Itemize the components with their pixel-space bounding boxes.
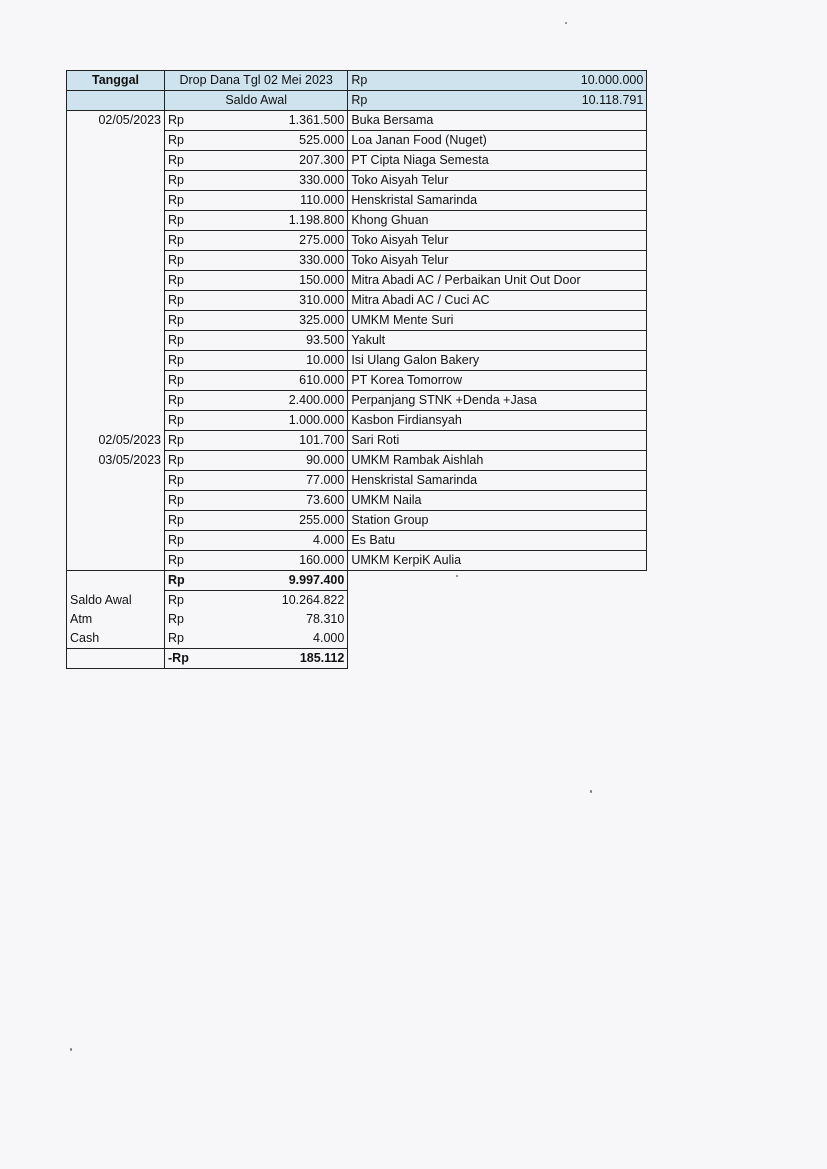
row-date (67, 371, 165, 391)
row-description: Henskristal Samarinda (348, 191, 647, 211)
row-description: Mitra Abadi AC / Cuci AC (348, 291, 647, 311)
saldo-awal-label: Saldo Awal (165, 91, 348, 111)
row-currency: Rp (165, 391, 192, 411)
difference-currency: -Rp (165, 649, 192, 669)
saldo-awal-summary-amount: 10.264.822 (192, 591, 348, 611)
table-row (67, 511, 647, 531)
row-description: UMKM Rambak Aishlah (348, 451, 647, 471)
row-currency: Rp (165, 231, 192, 251)
atm-amount: 78.310 (192, 610, 348, 629)
row-description: UMKM Mente Suri (348, 311, 647, 331)
row-description: PT Cipta Niaga Semesta (348, 151, 647, 171)
table-row (67, 291, 647, 311)
table-row (67, 351, 647, 371)
row-description: Es Batu (348, 531, 647, 551)
saldo-awal-summary-row (67, 591, 647, 611)
row-currency: Rp (165, 311, 192, 331)
row-amount: 1.198.800 (192, 211, 348, 231)
row-currency: Rp (165, 291, 192, 311)
saldo-awal-summary-currency: Rp (168, 593, 184, 607)
row-currency: Rp (165, 211, 192, 231)
expense-table (66, 70, 647, 669)
scan-speck (456, 575, 458, 577)
cash-row (67, 629, 647, 649)
scan-speck (590, 790, 592, 793)
row-amount: 150.000 (192, 271, 348, 291)
row-amount: 207.300 (192, 151, 348, 171)
difference-amount: 185.112 (192, 649, 348, 669)
row-description: Isi Ulang Galon Bakery (348, 351, 647, 371)
total-row (67, 571, 647, 591)
table-row (67, 171, 647, 191)
row-amount: 1.361.500 (192, 111, 348, 131)
row-date (67, 191, 165, 211)
table-row (67, 471, 647, 491)
row-currency: Rp (165, 151, 192, 171)
row-currency: Rp (165, 111, 192, 131)
row-amount: 73.600 (192, 491, 348, 511)
row-amount: 10.000 (192, 351, 348, 371)
table-row (67, 431, 647, 451)
row-date (67, 331, 165, 351)
row-currency: Rp (165, 411, 192, 431)
row-amount: 110.000 (192, 191, 348, 211)
table-row (67, 391, 647, 411)
table-row (67, 211, 647, 231)
total-currency: Rp (165, 571, 192, 591)
row-currency: Rp (165, 251, 192, 271)
table-row (67, 551, 647, 571)
table-row (67, 531, 647, 551)
row-date (67, 151, 165, 171)
row-description: Loa Janan Food (Nuget) (348, 131, 647, 151)
table-row (67, 331, 647, 351)
row-currency: Rp (165, 451, 192, 471)
row-currency: Rp (165, 511, 192, 531)
cash-label: Cash (67, 629, 165, 649)
row-description: Toko Aisyah Telur (348, 231, 647, 251)
row-currency: Rp (165, 371, 192, 391)
row-amount: 310.000 (192, 291, 348, 311)
row-currency: Rp (165, 331, 192, 351)
cash-currency: Rp (168, 631, 184, 645)
row-description: Toko Aisyah Telur (348, 171, 647, 191)
row-currency: Rp (165, 531, 192, 551)
row-amount: 610.000 (192, 371, 348, 391)
saldo-awal-header-row (67, 91, 647, 111)
row-currency: Rp (165, 431, 192, 451)
row-date (67, 251, 165, 271)
row-description: Kasbon Firdiansyah (348, 411, 647, 431)
row-description: UMKM Naila (348, 491, 647, 511)
table-row (67, 491, 647, 511)
row-amount: 160.000 (192, 551, 348, 571)
row-amount: 330.000 (192, 251, 348, 271)
row-currency: Rp (165, 131, 192, 151)
atm-label: Atm (67, 610, 165, 629)
row-currency: Rp (165, 471, 192, 491)
table-row (67, 191, 647, 211)
row-currency: Rp (165, 351, 192, 371)
atm-currency: Rp (168, 612, 184, 626)
row-date (67, 511, 165, 531)
table-row (67, 311, 647, 331)
row-description: UMKM KerpiK Aulia (348, 551, 647, 571)
row-amount: 101.700 (192, 431, 348, 451)
table-row (67, 271, 647, 291)
row-currency: Rp (165, 271, 192, 291)
row-description: Sari Roti (348, 431, 647, 451)
row-date (67, 531, 165, 551)
row-amount: 4.000 (192, 531, 348, 551)
row-date (67, 551, 165, 571)
row-amount: 90.000 (192, 451, 348, 471)
saldo-awal-summary-label: Saldo Awal (67, 591, 165, 611)
empty-header-cell (67, 91, 165, 111)
row-date (67, 491, 165, 511)
drop-dana-label: Drop Dana Tgl 02 Mei 2023 (165, 71, 348, 91)
row-amount: 1.000.000 (192, 411, 348, 431)
row-amount: 2.400.000 (192, 391, 348, 411)
row-date (67, 411, 165, 431)
row-date (67, 391, 165, 411)
row-description: Station Group (348, 511, 647, 531)
row-date: 02/05/2023 (67, 111, 165, 131)
row-amount: 330.000 (192, 171, 348, 191)
row-description: Buka Bersama (348, 111, 647, 131)
row-currency: Rp (165, 191, 192, 211)
row-amount: 255.000 (192, 511, 348, 531)
table-row (67, 371, 647, 391)
row-date (67, 171, 165, 191)
row-currency: Rp (165, 551, 192, 571)
saldo-awal-currency: Rp (348, 91, 372, 111)
row-date (67, 211, 165, 231)
row-amount: 525.000 (192, 131, 348, 151)
row-description: Henskristal Samarinda (348, 471, 647, 491)
row-date (67, 311, 165, 331)
header-row (67, 71, 647, 91)
table-row (67, 151, 647, 171)
drop-dana-currency: Rp (348, 71, 372, 91)
summary-empty-cell (67, 571, 165, 591)
row-amount: 93.500 (192, 331, 348, 351)
row-description: PT Korea Tomorrow (348, 371, 647, 391)
scan-speck (565, 22, 567, 24)
row-description: Yakult (348, 331, 647, 351)
row-date: 03/05/2023 (67, 451, 165, 471)
row-description: Mitra Abadi AC / Perbaikan Unit Out Door (348, 271, 647, 291)
table-row (67, 111, 647, 131)
row-date (67, 231, 165, 251)
total-amount: 9.997.400 (192, 571, 348, 591)
row-date (67, 131, 165, 151)
row-description: Khong Ghuan (348, 211, 647, 231)
row-date (67, 291, 165, 311)
table-row (67, 411, 647, 431)
row-date (67, 271, 165, 291)
drop-dana-amount: 10.000.000 (372, 71, 647, 91)
table-row (67, 231, 647, 251)
difference-empty-cell (67, 649, 165, 669)
saldo-awal-amount: 10.118.791 (372, 91, 647, 111)
table-row (67, 251, 647, 271)
row-date (67, 471, 165, 491)
scan-speck (70, 1048, 72, 1051)
row-description: Perpanjang STNK +Denda +Jasa (348, 391, 647, 411)
difference-row (67, 649, 647, 669)
row-description: Toko Aisyah Telur (348, 251, 647, 271)
row-currency: Rp (165, 491, 192, 511)
row-amount: 77.000 (192, 471, 348, 491)
date-column-header: Tanggal (67, 71, 165, 91)
row-amount: 275.000 (192, 231, 348, 251)
atm-row (67, 610, 647, 629)
cash-amount: 4.000 (192, 629, 348, 649)
row-date: 02/05/2023 (67, 431, 165, 451)
table-row (67, 131, 647, 151)
row-currency: Rp (165, 171, 192, 191)
row-amount: 325.000 (192, 311, 348, 331)
row-date (67, 351, 165, 371)
table-row (67, 451, 647, 471)
